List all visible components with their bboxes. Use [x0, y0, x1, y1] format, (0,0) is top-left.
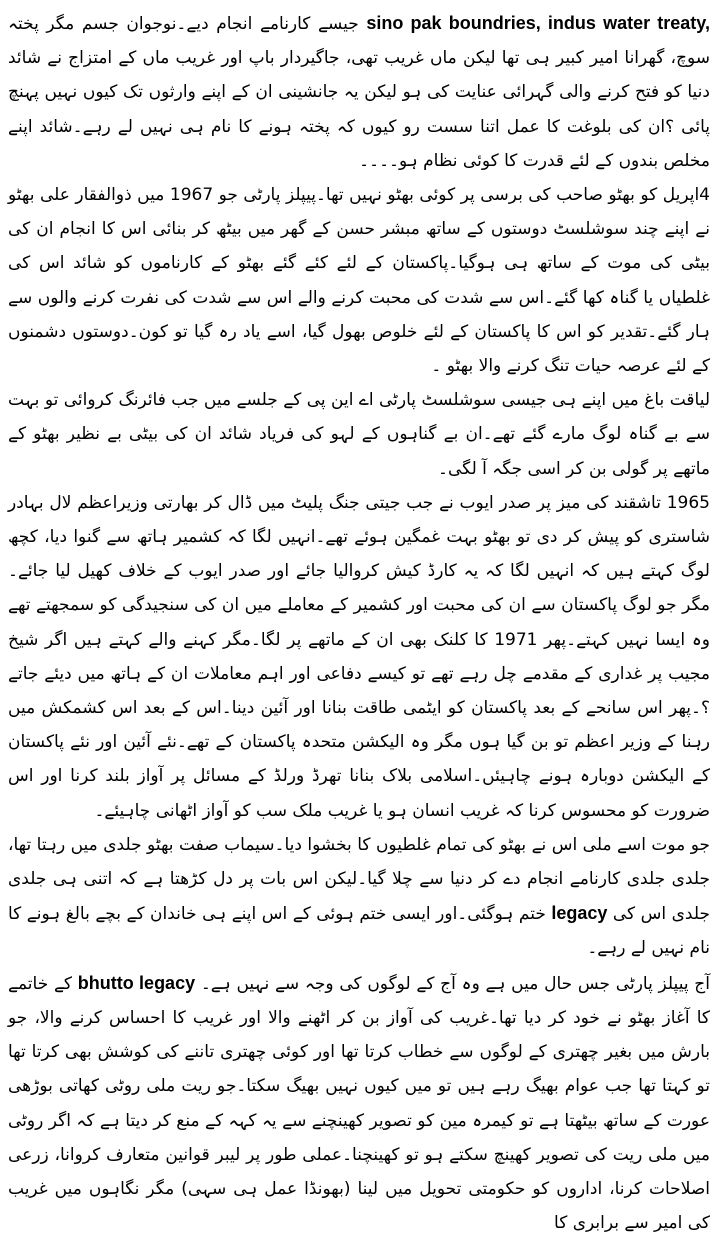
paragraph: [8, 383, 710, 486]
paragraph: [8, 486, 710, 828]
urdu-text: 4اپریل کو بھٹو صاحب کی برسی پر کوئی بھٹو نہیں تھا۔پیپلز پارٹی جو 1967 میں ذوالفقار علی بھٹو نے اپنے چند سوشلسٹ دوستوں کے ساتھ مبشر حسن کے گھر میں بیٹھ کر بنائی اس کا انجام ان کی بیٹی کی موت کے ساتھ ہی ہوگیا۔پاکستان کے لئے کئے گئے بھٹو کے کارناموں کو شائد اس کی غلطیاں یا گناہ کھا گئے۔اس سے شدت کی محبت کرنے والے اس سے شدت کی نفرت کرنے والوں سے ہار گئے۔تقدیر کو اس کا پاکستان کے لئے خلوص بھول گیا، اسے یاد رہ گیا تو کون۔دوستوں دشمنوں کے لئے عرصہ حیات تنگ کرنے والا بھٹو ۔: [8, 185, 710, 377]
urdu-text: جو موت اسے ملی اس نے بھٹو کی تمام غلطیوں کا بخشوا دیا۔سیماب صفت بھٹو جلدی میں رہتا تھا، جلدی جلدی کارنامے انجام دے کر دنیا سے چلا گیا۔لیکن اس بات پر دل کڑھتا ہے کہ اتنی ہی جلدی جلدی اس کی: [8, 834, 710, 925]
urdu-text: جیسے کارنامے انجام دیے۔نوجوان جسم مگر پختہ سوچ، گھرانا امیر کبیر ہی تھا لیکن ماں غریب تھی، جاگیردار باپ اور غریب ماں کے امتزاج نے شائد دنیا کو فتح کرنے والی گہرائی عنایت کی ہو لیکن یہ جانشینی ان کے اپنے وارثوں تک کیوں نہیں پہنچ پائی ؟ان کی بلوغت کا عمل اتنا سست رو کیوں کہ پختہ ہونے کا نام ہی نہیں لے رہے۔شائد اپنے مخلص بندوں کے لئے قدرت کا کوئی نظام ہو۔۔۔۔: [8, 14, 710, 171]
urdu-text: آج پیپلز پارٹی جس حال میں ہے وہ آج کے لوگوں کی وجہ سے نہیں ہے۔: [195, 973, 710, 994]
urdu-text: 1965 تاشقند کی میز پر صدر ایوب نے جب جیتی جنگ پلیٹ میں ڈال کر بھارتی وزیراعظم لال بہادر شاستری کو پیش کر دی تو بھٹو بہت غمگین ہوئے تھے۔انہیں لگا کہ کشمیر ہاتھ سے گنوا دیا، کچھ لوگ کہتے ہیں کہ انہیں لگا کہ یہ کارڈ کیش کروالیا جائے اور صدر ایوب کے خلاف کھیل لیا جائے۔مگر جو لوگ پاکستان سے ان کی محبت اور کشمیر کے معاملے میں ان کی سنجیدگی کو سمجھتے تھے وہ ایسا نہیں کہتے۔پھر 1971 کا کلنک بھی ان کے ماتھے پر لگا۔مگر کہنے والے کہتے ہیں اگر شیخ مجیب پر غداری کے مقدمے چل رہے تھے تو کیسے دفاعی اور اہم معاملات ان کے ہاتھ میں دیئے جاتے ؟۔پھر اس سانحے کے بعد پاکستان کو ایٹمی طاقت بنانا اور آئین دینا۔اس کے بعد اس کشمکش میں رہنا کے وزیر اعظم تو بن گیا ہوں مگر وہ الیکشن متحدہ پاکستان کے تھے۔نئے آئین اور نئے پاکستان کے الیکشن دوبارہ ہونے چاہیئں۔اسلامی بلاک بنانا تھرڈ ورلڈ کے مسائل پر آواز بلند کرنا اور اس ضرورت کو محسوس کرنا کہ غریب انسان ہو یا غریب ملک سب کو آواز اٹھانی چاہیئے۔: [8, 492, 710, 821]
urdu-text: لیاقت باغ میں اپنے ہی جیسی سوشلسٹ پارٹی اے این پی کے جلسے میں جب فائرنگ کروائی تو بہت سے بے گناہ لوگ مارے گئے تھے۔ان بے گناہوں کے لہو کی فریاد شائد ان کی بیٹی بے نظیر بھٹو کے ماتھے پر گولی بن کر اسی جگہ آ لگی۔: [8, 390, 710, 479]
paragraph: [8, 178, 710, 383]
urdu-text: کے خاتمے کا آغاز بھٹو نے خود کر دیا تھا۔غریب کی آواز بن کر اٹھنے والا اور غریب کا احساس کرنے والا، جو بارش میں بغیر چھتری کے لوگوں سے خطاب کرتا تھا اور کوئی چھتری تاننے کی کوشش بھی کرتا تھا تو کہتا تھا جب عوام بھیگ رہے ہیں تو میں کیوں نہیں بھیگ سکتا۔جو ریت ملی روٹی کھاتی بوڑھی عورت کے ساتھ بیٹھتا ہے تو کیمرہ مین کو تصویر کھینچنے سے یہ کہہ کے منع کر دیتا ہے کہ اگر روٹی میں ملی ریت کی تصویر کھینچ سکتے ہو تو کھینچنا۔عملی طور پر لیبر قوانین متعارف کروانا، زرعی اصلاحات کرنا، اداروں کو حکومتی تحویل میں لینا (بھونڈا عمل ہی سہی) مگر نگاہوں میں غریب کی امیر سے برابری کا: [8, 973, 710, 1234]
paragraph: [8, 6, 710, 178]
english-phrase: bhutto legacy: [77, 972, 196, 993]
english-phrase: legacy: [551, 903, 608, 924]
paragraph: [8, 828, 710, 966]
urdu-text: ختم ہوگئی۔اور ایسی ختم ہوئی کے اس اپنے ہی خاندان کے بچے بالغ ہونے کا نام نہیں لے رہے۔: [8, 904, 710, 959]
english-phrase: sino pak boundries, indus water treaty,: [366, 13, 710, 33]
paragraph: [8, 966, 710, 1240]
